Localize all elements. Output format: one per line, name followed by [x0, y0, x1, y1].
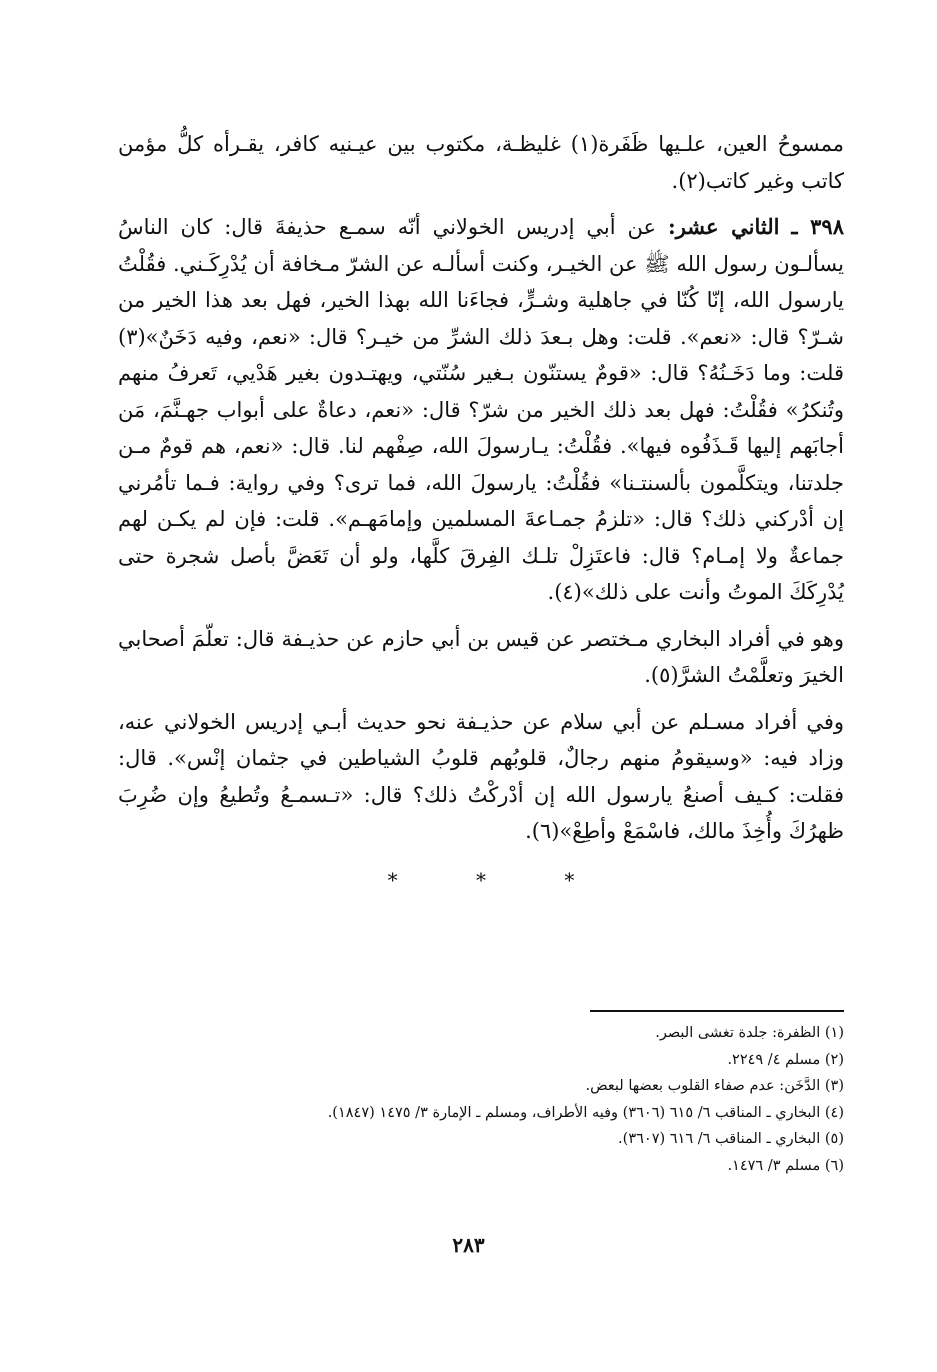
paragraph-continuation — [118, 126, 844, 199]
footnotes — [118, 1020, 844, 1179]
footnote-item: (١) الظفرة: جلدة تغشى البصر. — [655, 1025, 844, 1041]
paragraph-hadith-398 — [118, 209, 844, 611]
paragraph-text: عن أبي إدريس الخولاني أنّه سمـع حذيفةَ قال: كان الناسُ يسألـون رسول الله ﷺ عن الخيـر، وكنت أسألـه عن الشرّ مـخافة أن يُدْرِكَـني. فقُلْتُ يارسول الله، إنّا كُنّا في جاهلية وشـرٍّ، فجاءَنا الله بهذا الخير، فهل بعد هذا الخير من شـرّ؟ قال: «نعم». قلت: وهل بـعدَ ذلك الشرِّ من خيـر؟ قال: «نعم، وفيه دَخَنٌ»(٣) قلت: وما دَخَـنُهُ؟ قال: «قومٌ يستنّون بـغير سُنّتي، ويهتـدون بغير هَدْيي، تَعرفُ منهم وتُنكرُ» فقُلْتُ: فهل بعد ذلك الخير من شرّ؟ قال: «نعم، دعاةٌ على أبواب جهـنَّمَ، مَن أجابَهم إليها قَـذَفُوه فيها». فقُلْتُ: يـارسولَ الله، صِفْهم لنا. قال: «نعم، هم قومٌ مـن جلدتنا، ويتكلَّمون بألسنتـنا» فقُلْتُ: يارسولَ الله، فما ترى؟ وفي رواية: فـما تأمُرني إن أدْركني ذلك؟ قال: «تلزمُ جمـاعةَ المسلمين وإمامَهـم». قلت: فإن لم يكـن لهم جماعةٌ ولا إمـام؟ قال: فاعتَزِلْ تلـك الفِرقَ كلَّها، ولو أن تَعَضَّ بأصل شجرة حتى يُدْرِكَكَ الموتُ وأنت على ذلك»(٤). — [118, 215, 844, 604]
hadith-number: ٣٩٨ ـ — [791, 214, 844, 239]
hadith-heading: الثاني عشر: — [667, 214, 780, 239]
footnote-item: (٣) الدَّخَن: عدم صفاء القلوب بعضها لبعض. — [585, 1078, 844, 1094]
section-separator: * * * — [387, 867, 611, 892]
paragraph-text: وهو في أفراد البخاري مـختصر عن قيس بن أبي حازم عن حذيـفة قال: تعلّمَ أصحابي الخيرَ وتعلَّمْتُ الشرَّ(٥). — [118, 626, 844, 687]
paragraph-muslim-note — [118, 704, 844, 850]
footnote-item: (٦) مسلم ٣/ ١٤٧٦. — [727, 1157, 844, 1174]
footnote-item: (٥) البخاري ـ المناقب ٦/ ٦١٦ (٣٦٠٧). — [618, 1131, 844, 1147]
paragraph-text: وفي أفراد مسـلم عن أبي سلام عن حذيـفة نحو حديث أبـي إدريس الخولاني عنه، وزاد فيه: «وسيقومُ منهم رجالٌ، قلوبُهم قلوبُ الشياطين في جثمان إنْس». قال: فقلت: كـيف أصنعُ يارسول الله إن أدْركْتُ ذلك؟ قال: «تـسمـعُ وتُطيعُ وإن ضُرِبَ ظهرُكَ وأُخِذَ مالك، فاسْمَعْ وأطِعْ»(٦). — [118, 709, 844, 843]
paragraph-text: ممسوحُ العين، علـيها ظَفَرة(١) غليظـة، مكتوب بين عيـنيه كافر، يقـرأه كلُّ مؤمن كاتب وغير كاتب(٢). — [118, 132, 845, 193]
footnote-item: (٢) مسلم ٤/ ٢٢٤٩. — [727, 1051, 844, 1068]
paragraph-bukhari-note — [118, 621, 844, 694]
page-number: ٢٨٣ — [452, 1233, 485, 1257]
footnote-divider — [590, 1010, 844, 1012]
footnote-item: (٤) البخاري ـ المناقب ٦/ ٦١٥ (٣٦٠٦) وفيه الأطراف، ومسلم ـ الإمارة ٣/ ١٤٧٥ (١٨٤٧). — [327, 1104, 844, 1121]
